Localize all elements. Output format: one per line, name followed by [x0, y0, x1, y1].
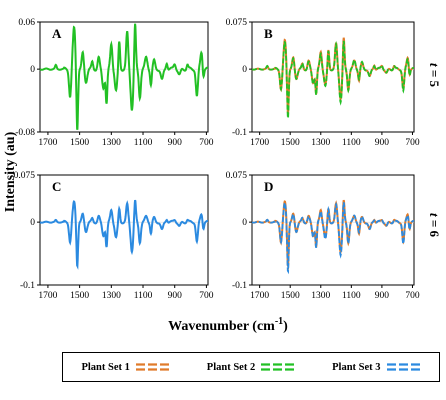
series-line-plant-set-1: [252, 38, 414, 113]
y-tick-label: -0.1: [231, 281, 247, 291]
x-tick-label: 1700: [250, 291, 270, 301]
x-tick-label: 700: [405, 291, 420, 301]
x-tick-label: 900: [167, 138, 182, 148]
y-tick-label: -0.1: [231, 128, 247, 138]
panel-d: [226, 171, 420, 301]
x-tick-label: 1100: [342, 291, 361, 301]
y-tick-label: 0: [242, 65, 247, 76]
plot-frame: [40, 175, 208, 285]
panel-letter: C: [52, 179, 62, 194]
panels: [14, 18, 420, 301]
legend: [62, 352, 440, 382]
legend-item-plant-set-2: [207, 362, 295, 373]
legend-label: Plant Set 2: [206, 361, 256, 373]
x-tick-label: 900: [167, 291, 182, 301]
legend-item-plant-set-1: [81, 362, 169, 373]
plot-frame: [252, 22, 414, 132]
y-tick-label: 0: [242, 218, 247, 229]
x-tick-label: 1100: [342, 138, 361, 148]
panel-letter: A: [52, 26, 62, 41]
x-tick-label: 1500: [70, 138, 90, 148]
legend-label: Plant Set 3: [332, 361, 381, 373]
legend-item-plant-set-3: [332, 362, 420, 373]
row-label-t5: t = 5: [427, 62, 442, 88]
x-tick-label: 1300: [311, 291, 331, 301]
x-tick-label: 1700: [38, 138, 58, 148]
x-axis-title: Wavenumber $(cm^{-1})$: [168, 316, 288, 334]
y-tick-label: 0.075: [13, 171, 35, 181]
x-tick-label: 900: [374, 138, 390, 148]
x-tick-label: 1500: [280, 138, 300, 148]
series-line-plant-set-1: [252, 200, 414, 266]
x-tick-label: 1500: [280, 291, 300, 301]
panel-a: [15, 18, 214, 148]
y-tick-label: 0: [30, 65, 35, 76]
y-tick-label: 0.075: [225, 18, 247, 28]
series-line-plant-set-3: [40, 200, 208, 266]
x-tick-label: 1300: [101, 291, 121, 301]
y-axis-title: Intensity (au): [3, 131, 18, 213]
x-tick-label: 1700: [38, 291, 58, 301]
x-tick-label: 1700: [250, 138, 270, 148]
y-tick-label: 0: [30, 218, 35, 229]
legend-swatch-plant-set-3: [387, 362, 421, 372]
series-line-plant-set-2: [40, 24, 208, 130]
panel-b: [226, 18, 420, 148]
legend-swatch-plant-set-1: [136, 362, 170, 372]
row-label-t6: t = 6: [427, 212, 442, 238]
x-tick-label: 700: [405, 138, 420, 148]
panel-letter: B: [264, 26, 273, 41]
y-tick-label: -0.1: [19, 281, 35, 291]
panel-c: [14, 171, 214, 301]
series-line-plant-set-3: [252, 202, 414, 271]
y-tick-label: 0.06: [18, 18, 35, 28]
legend-label: Plant Set 1: [81, 361, 130, 373]
x-tick-label: 700: [199, 138, 214, 148]
plot-frame: [252, 175, 414, 285]
x-tick-label: 1500: [70, 291, 90, 301]
x-tick-label: 900: [374, 291, 390, 301]
legend-swatch-plant-set-2: [261, 362, 295, 372]
panel-letter: D: [264, 179, 274, 194]
series-line-plant-set-2: [252, 41, 414, 118]
x-tick-label: 1100: [133, 138, 153, 148]
y-tick-label: 0.075: [225, 171, 247, 181]
x-tick-label: 700: [199, 291, 214, 301]
x-tick-label: 1300: [101, 138, 121, 148]
x-tick-label: 1100: [133, 291, 153, 301]
plot-frame: [40, 22, 208, 132]
y-tick-label: -0.08: [15, 128, 35, 138]
x-tick-label: 1300: [311, 138, 331, 148]
